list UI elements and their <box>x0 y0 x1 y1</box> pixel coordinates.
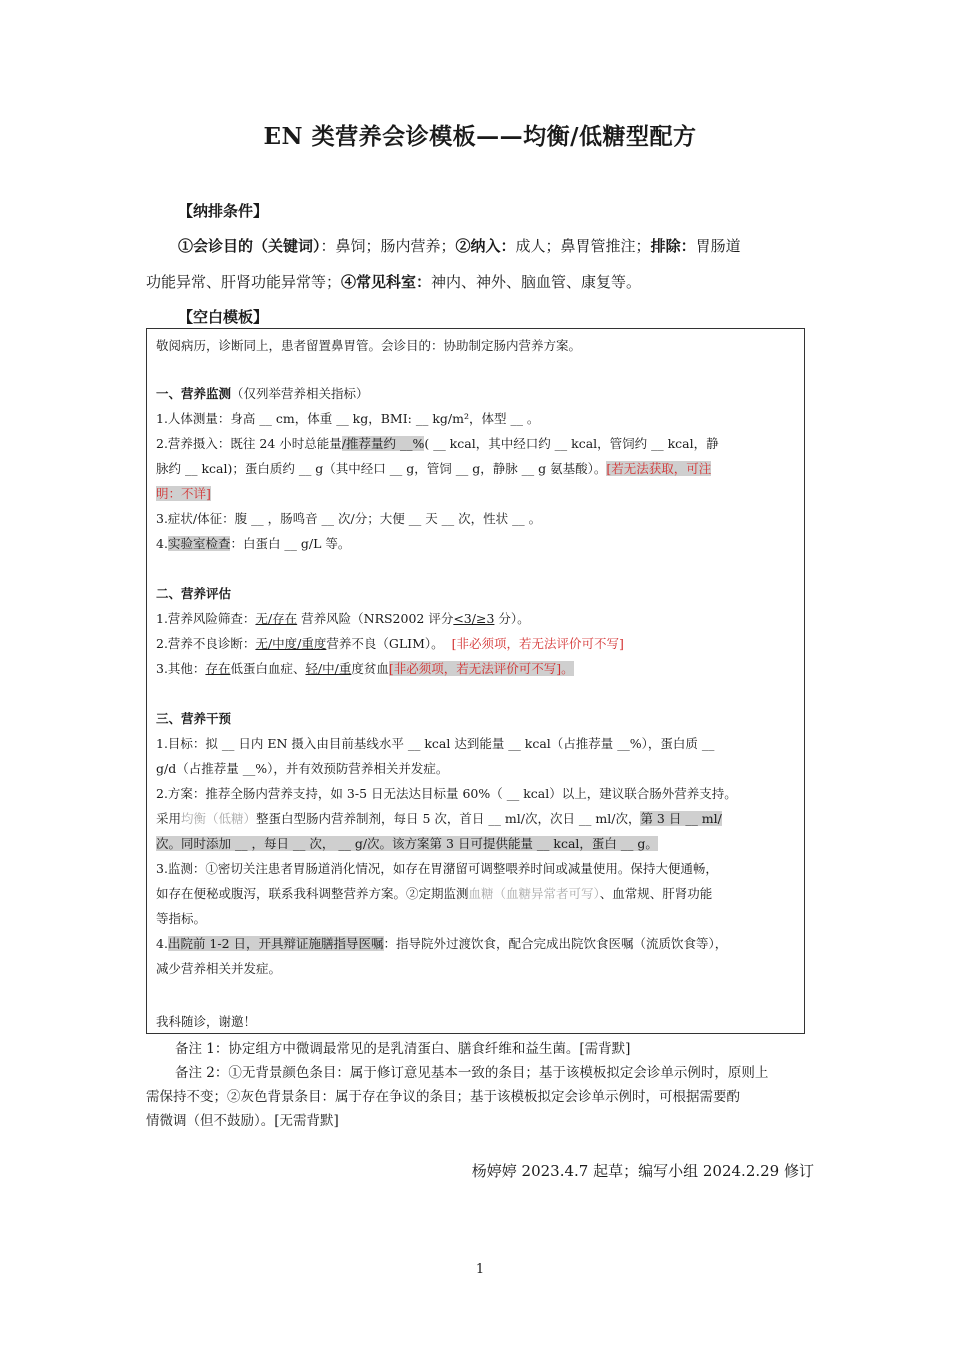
plan-additive-highlight: 次。同时添加 __ ，每日 __ 次， __ g/次。该方案第 3 日可提供能量 __ kcal，蛋白 __ g。 <box>156 836 658 851</box>
discharge-line-1 <box>156 931 727 956</box>
lab-line <box>156 531 350 556</box>
other-line <box>156 656 574 681</box>
discharge-number: 4. <box>156 936 168 951</box>
include-label: ②纳入： <box>455 237 516 255</box>
departments-text: 神内、神外、脑血管、康复等。 <box>431 273 642 291</box>
plan-text-mid: 整蛋白型肠内营养制剂，每日 5 次，首日 __ ml/次，次日 __ ml/次， <box>256 811 641 826</box>
intake-text: 2.营养摄入：既往 24 小时总能量 <box>156 436 342 451</box>
intake-line-1 <box>156 431 719 456</box>
intake-line-3 <box>156 481 211 506</box>
section-monitoring <box>156 381 369 406</box>
monitor-text: 如存在便秘或腹泻，联系我科调整营养方案。②定期监测 <box>156 886 469 901</box>
exclude-text: 胃肠道 <box>695 237 741 255</box>
other-text-1: 低蛋白血症、 <box>230 661 306 676</box>
other-label: 3.其他： <box>156 661 206 676</box>
intake-red-note: [若无法获取，可注 <box>606 461 712 476</box>
risk-score-option: <3/≥3 <box>453 611 495 626</box>
anthropometry-line: 1.人体测量：身高 __ cm，体重 __ kg，BMI: __ kg/m²，体型 __ 。 <box>156 411 540 426</box>
departments-label: ④常见科室： <box>341 273 432 291</box>
discharge-highlight: 出院前 1-2 日，开具辩证施膳指导医嘱 <box>167 936 384 951</box>
intake-red-note-cont: 明：不详] <box>156 486 211 501</box>
monitoring-title: 一、营养监测 <box>156 386 232 401</box>
goal-line-1: 1.目标：拟 __ 日内 EN 摄入由目前基线水平 __ kcal 达到能量 __ kcal（占推荐量 __%），蛋白质 __ <box>156 736 715 751</box>
plan-text-start: 采用 <box>156 811 182 826</box>
lab-label-highlight: 实验室检查 <box>167 536 231 551</box>
risk-label: 1.营养风险筛查： <box>156 611 256 626</box>
intervention-title: 三、营养干预 <box>156 711 232 726</box>
discharge-line-2: 减少营养相关并发症。 <box>156 961 282 976</box>
inclusion-line-1 <box>178 228 741 264</box>
intake-protein-text: 脉约 __ kcal)；蛋白质约 __ g（其中经口 __ g，管饲 __ g，静脉 __ g 氨基酸）。 <box>156 461 607 476</box>
section-inclusion-heading: 【纳排条件】 <box>178 202 269 220</box>
other-option-2: 轻/中/重 <box>305 661 352 676</box>
monitor-glucose: 血糖（血糖异常者可写） <box>468 886 600 901</box>
risk-text: 营养风险（NRS2002 评分 <box>297 611 454 626</box>
closing-line: 我科随诊，谢邀！ <box>156 1014 257 1029</box>
monitor-line-3: 等指标。 <box>156 911 207 926</box>
plan-line-1: 2.方案：推荐全肠内营养支持，如 3-5 日无法达目标量 60%（ __ kcal）以上，建议联合肠外营养支持。 <box>156 786 737 801</box>
note-2-line-3: 情微调（但不鼓励）。[无需背默] <box>146 1113 339 1129</box>
other-option-1: 存在 <box>205 661 231 676</box>
assessment-title: 二、营养评估 <box>156 586 232 601</box>
monitor-line-1: 3.监测：①密切关注患者胃肠道消化情况，如存在胃潴留可调整喂养时间或减量使用。保持大便通畅， <box>156 861 718 876</box>
monitor-line-2 <box>156 881 712 906</box>
lab-text: ：白蛋白 __ g/L 等。 <box>230 536 351 551</box>
note-2-line-1: 备注 2：①无背景颜色条目：属于修订意见基本一致的条目；基于该模板拟定会诊单示例时，原则上 <box>175 1065 769 1081</box>
risk-screening-line <box>156 606 530 631</box>
plan-formula-type: 均衡（低糖） <box>181 811 257 826</box>
monitor-text-end: 、血常规、肝肾功能 <box>599 886 713 901</box>
malnutrition-text: 营养不良（GLIM）。 <box>326 636 444 651</box>
page-number: 1 <box>475 1262 485 1277</box>
discharge-text: ：指导院外过渡饮食，配合完成出院饮食医嘱（流质饮食等）， <box>383 936 728 951</box>
lab-number: 4. <box>156 536 168 551</box>
intake-ratio-highlight: /推荐量约 __% <box>341 436 425 451</box>
document-title: EN 类营养会诊模板——均衡/低糖型配方 <box>263 123 697 150</box>
inclusion-line-2 <box>146 264 641 300</box>
consult-purpose-text: ：鼻饲；肠内营养； <box>320 237 456 255</box>
malnutrition-option: 无/中度/重度 <box>255 636 327 651</box>
template-box <box>146 328 805 1034</box>
risk-text-end: 分）。 <box>494 611 530 626</box>
other-text-2: 度贫血 <box>351 661 389 676</box>
intake-line-2 <box>156 456 711 481</box>
note-1: 备注 1：协定组方中微调最常见的是乳清蛋白、膳食纤维和益生菌。[需背默] <box>175 1041 631 1057</box>
monitoring-subtitle: （仅列举营养相关指标） <box>231 386 369 401</box>
intake-text-cont: ( __ kcal，其中经口约 __ kcal，管饲约 __ kcal，静 <box>424 436 719 451</box>
symptoms-line: 3.症状/体征：腹 __ ，肠鸣音 __ 次/分；大便 __ 天 __ 次，性状 __ 。 <box>156 511 542 526</box>
malnutrition-label: 2.营养不良诊断： <box>156 636 256 651</box>
note-2-line-2: 需保持不变；②灰色背景条目：属于存在争议的条目；基于该模板拟定会诊单示例时，可根据需要酌 <box>146 1089 740 1105</box>
plan-line-3 <box>156 831 658 856</box>
goal-line-2: g/d（占推荐量 __%），并有效预防营养相关并发症。 <box>156 761 449 776</box>
signature: 杨婷婷 2023.4.7 起草；编写小组 2024.2.29 修订 <box>471 1162 814 1180</box>
plan-day3-highlight: 第 3 日 __ ml/ <box>640 811 722 826</box>
malnutrition-red-note: [非必须项，若无法评价可不写] <box>451 636 624 651</box>
plan-line-2 <box>156 806 722 831</box>
intro-line: 敬阅病历，诊断同上，患者留置鼻胃管。会诊目的：协助制定肠内营养方案。 <box>156 338 582 353</box>
risk-option: 无/存在 <box>255 611 298 626</box>
malnutrition-line <box>156 631 624 656</box>
include-text: 成人；鼻胃管推注； <box>515 237 651 255</box>
other-red-note: [非必须项，若无法评价可不写]。 <box>388 661 574 676</box>
exclude-text-cont: 功能异常、肝肾功能异常等； <box>146 273 342 291</box>
exclude-label: 排除： <box>650 237 696 255</box>
consult-purpose-label: ①会诊目的（关键词） <box>178 237 321 255</box>
section-template-heading: 【空白模板】 <box>178 308 269 326</box>
